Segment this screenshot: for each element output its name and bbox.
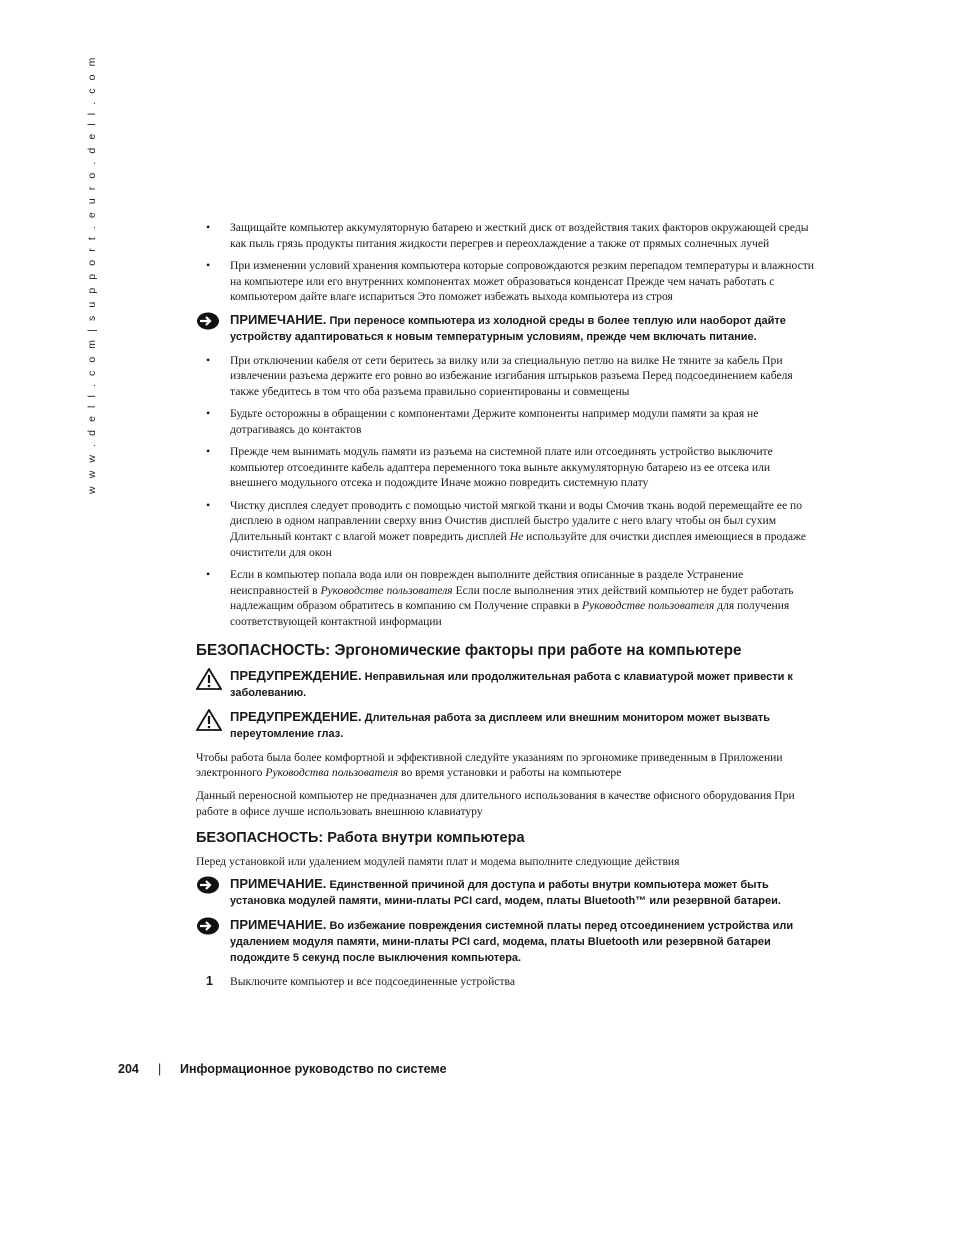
notice-text: Во избежание повреждения системной платы перед отсоединением устройства или удалением модуля памяти, мини-платы PCI card, модема, платы Bluetooth или резервной батареи подождите 5 секунд после выключения компьютера. [230, 920, 794, 965]
notice-label: ПРИМЕЧАНИЕ. [230, 876, 327, 892]
notice-label: ПРИМЕЧАНИЕ. [230, 917, 327, 933]
warning-text: Длительная работа за дисплеем или внешним монитором может вызвать переутомление глаз. [230, 711, 771, 740]
bullet-italic: Руководстве пользователя [320, 583, 453, 597]
bullet-text: Будьте осторожны в обращении с компонентами Держите компоненты например модули памяти за края не дотрагиваясь до контактов [230, 407, 759, 436]
heading-inside: БЕЗОПАСНОСТЬ: Работа внутри компьютера [196, 829, 525, 846]
notice-icon [196, 312, 220, 335]
notice-icon [196, 917, 220, 940]
list-item: • При отключении кабеля от сети беритесь за вилку или за специальную петлю на вилке Не тяните за кабель При извлечении разъема держите его ровно во избежание изгибания штырьков разъема Перед подсоединением кабеля также убедитесь в том что оба разъема правильно сориентированы и совмещены [206, 352, 793, 398]
warning-icon [196, 668, 222, 695]
list-item: • Чистку дисплея следует проводить с помощью чистой мягкой ткани и воды Смочив ткань водой перемещайте ее по дисплею в одном направлении сверху вниз Очистив дисплей быстро удалите с него влагу чтобы он был сухим Длительный контакт с влагой может повредить дисплей Не используйте для очистки дисплея имеющиеся в продаже очистители для окон [206, 497, 807, 559]
step-item [196, 974, 816, 990]
page-content [196, 220, 816, 990]
bullet-text: При изменении условий хранения компьютера которые сопровождаются резким перепадом температуры и влажности на компьютере или его внутренних компонентах может образоваться конденсат Прежде чем начать работать с компьютером дайте влаге испариться Это поможет избежать выхода компьютера из строя [230, 258, 815, 304]
paragraph [196, 750, 816, 781]
step-text: Выключите компьютер и все подсоединенные устройства [230, 975, 515, 989]
list-item: • Будьте осторожны в обращении с компонентами Держите компоненты например модули памяти за края не дотрагиваясь до контактов [206, 406, 759, 436]
footer-separator: | [158, 1062, 162, 1076]
notice-block [196, 917, 816, 966]
warning-block [196, 668, 816, 701]
bullet-text: Защищайте компьютер аккумуляторную батарею и жесткий диск от воздействия таких факторов окружающей среды как пыль грязь продукты питания жидкости перегрев и переохлаждение а также от прямых солнечных лучей [230, 221, 809, 250]
page-footer [118, 1062, 447, 1076]
page-number: 204 [118, 1062, 139, 1076]
list-item: • Прежде чем вынимать модуль памяти из разъема на системной плате или отсоединять устройство выключите компьютер отсоедините кабель адаптера переменного тока выньте аккумуляторную батарею из ее отсека или внешнего модульного отсека и подождите Иначе можно повредить системную плату [206, 444, 773, 490]
bullet-italic: Руководстве пользователя [582, 599, 715, 613]
warning-label: ПРЕДУПРЕЖДЕНИЕ. [230, 667, 362, 683]
paragraph-text: Чтобы работа была более комфортной и эффективной следуйте указаниям по эргономике приведенным в Приложении электронного [196, 750, 783, 780]
notice-icon [196, 876, 220, 899]
notice-block [196, 876, 816, 909]
notice-block [196, 312, 816, 345]
notice-text: При переносе компьютера из холодной среды в более теплую или наоборот дайте устройству адаптироваться к новым температурным условиям, прежде чем включать питание. [230, 314, 786, 343]
warning-label: ПРЕДУПРЕЖДЕНИЕ. [230, 708, 362, 724]
side-url: w w w . d e l l . c o m | s u p p o r t . e u r o . d e l l . c o m [86, 55, 98, 494]
bullet-text: При отключении кабеля от сети беритесь за вилку или за специальную петлю на вилке Не тяните за кабель При извлечении разъема держите его ровно во избежание изгибания штырьков разъема Перед подсоединением кабеля также убедитесь в том что оба разъема правильно сориентированы и совмещены [230, 353, 793, 398]
bullet-text: Если после выполнения этих действий компьютер не будет работать надлежащим образом обратитесь в компанию см Получение справки в [230, 583, 794, 613]
step-number: 1 [206, 974, 213, 989]
bullet-text: используйте для очистки дисплея имеющиеся в продаже очистители для окон [230, 530, 807, 559]
heading-ergonomics: БЕЗОПАСНОСТЬ: Эргономические факторы при работе на компьютере [196, 641, 742, 659]
bullet-text: Чистку дисплея следует проводить с помощью чистой мягкой ткани и воды Смочив ткань водой перемещайте ее по дисплею в одном направлении сверху вниз Очистив дисплей быстро удалите с него влагу чтобы он был сухим Длительный контакт с влагой может повредить дисплей [230, 498, 802, 544]
warning-block [196, 709, 816, 742]
paragraph: Перед установкой или удалением модулей памяти плат и модема выполните следующие действия [196, 854, 680, 868]
warning-text: Неправильная или продолжительная работа с клавиатурой может привести к заболеванию. [230, 670, 793, 699]
bullet-italic: Не [509, 530, 524, 544]
paragraph-text: во время установки и работы на компьютере [398, 766, 622, 780]
bullet-text: Если в компьютер попала вода или он поврежден выполните действия описанные в разделе Устранение неисправностей в [230, 567, 744, 597]
notice-text: Единственной причиной для доступа и работы внутри компьютера может быть установка модулей памяти, мини-платы PCI card, модем, платы Bluetooth™ или резервной батареи. [230, 879, 781, 908]
bullet-text: для получения соответствующей контактной информации [230, 599, 790, 629]
warning-icon [196, 709, 222, 736]
paragraph-italic: Руководства пользователя [265, 766, 399, 780]
footer-title: Информационное руководство по системе [180, 1062, 447, 1076]
list-item: • Если в компьютер попала вода или он поврежден выполните действия описанные в разделе Устранение неисправностей в Руководстве пользователя Если после выполнения этих действий компьютер не будет работать надлежащим образом обратитесь в компанию см Получение справки в Руководстве пользователя для получения соответствующей контактной информации [206, 566, 794, 629]
list-item: • Защищайте компьютер аккумуляторную батарею и жесткий диск от воздействия таких факторов окружающей среды как пыль грязь продукты питания жидкости перегрев и переохлаждение а также от прямых солнечных лучей [206, 220, 809, 250]
list-item: • При изменении условий хранения компьютера которые сопровождаются резким перепадом температуры и влажности на компьютере или его внутренних компонентах может образоваться конденсат Прежде чем начать работать с компьютером дайте влаге испариться Это поможет избежать выхода компьютера из строя [206, 257, 815, 304]
paragraph: Данный переносной компьютер не предназначен для длительного использования в качестве офисного оборудования При работе в офисе лучше использовать внешнюю клавиатуру [196, 789, 795, 818]
bullet-text: Прежде чем вынимать модуль памяти из разъема на системной плате или отсоединять устройство выключите компьютер отсоедините кабель адаптера переменного тока выньте аккумуляторную батарею из ее отсека или внешнего модульного отсека и подождите Иначе можно повредить системную плату [230, 445, 773, 490]
notice-label: ПРИМЕЧАНИЕ. [230, 311, 327, 327]
